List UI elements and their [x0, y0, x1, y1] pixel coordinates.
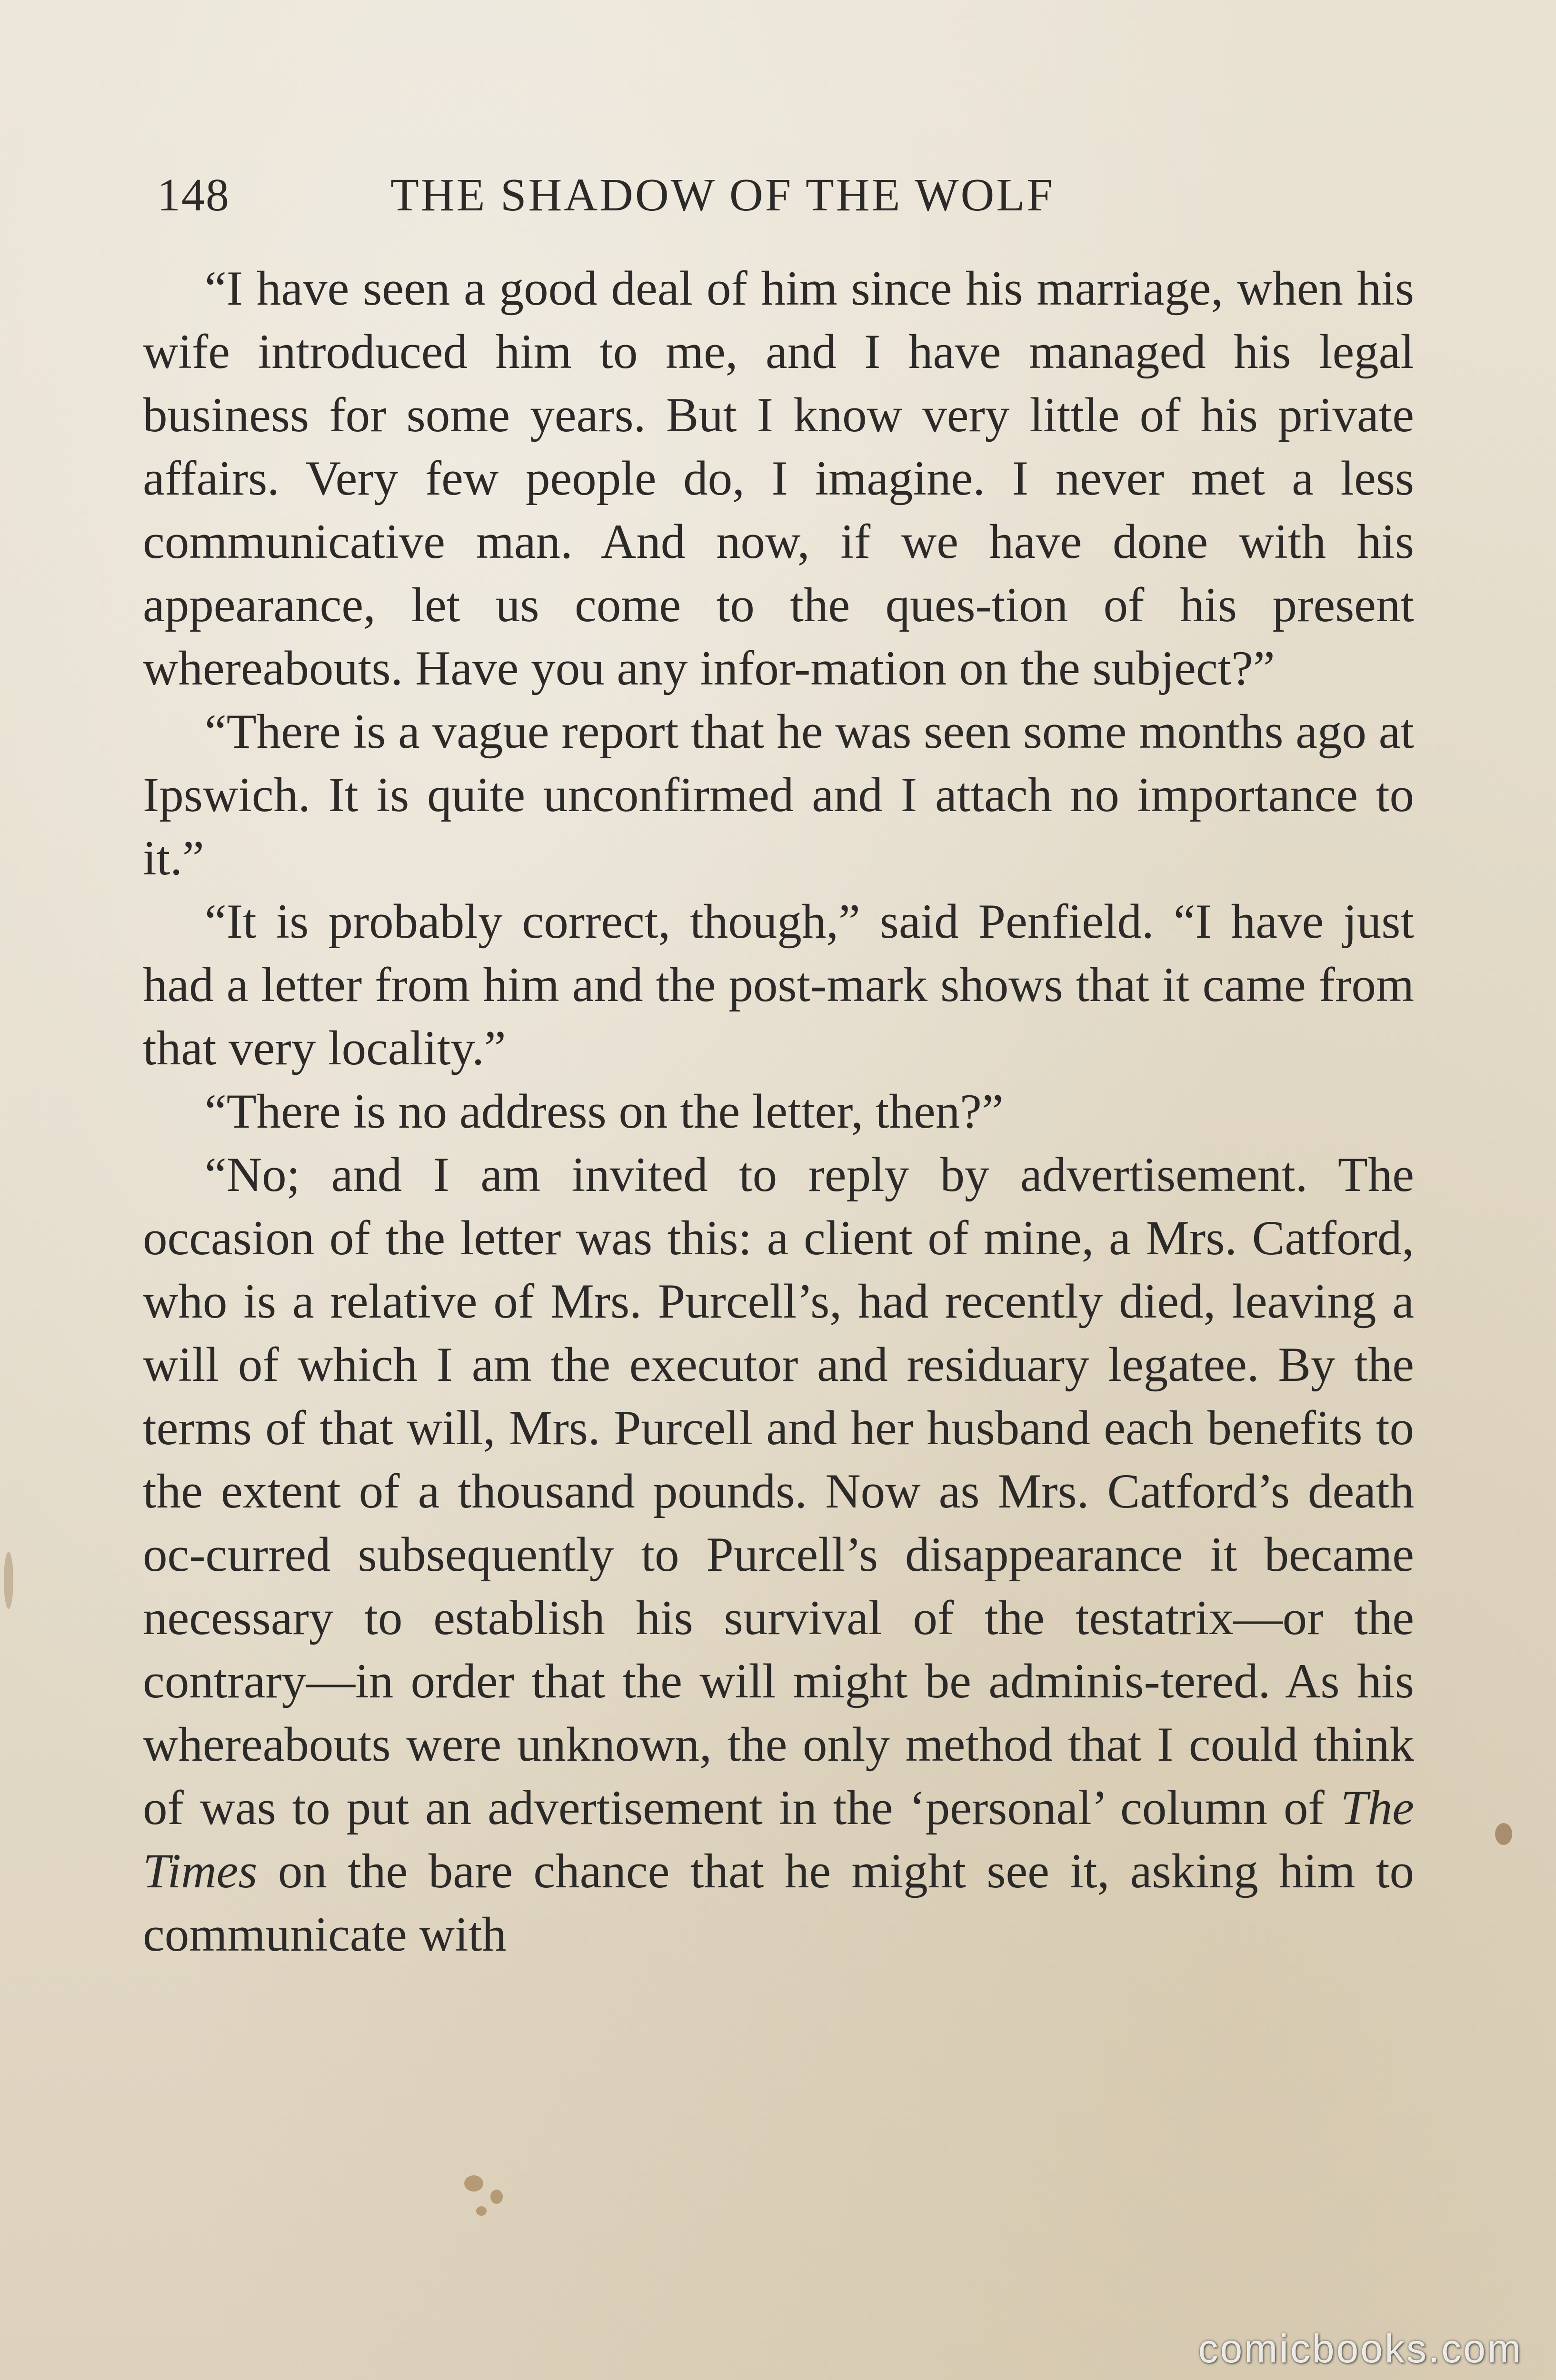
- paragraph-4: “There is no address on the letter, then?”: [205, 1084, 1004, 1139]
- paragraph-5: [143, 1143, 1414, 1966]
- paragraph-1: “I have seen a good deal of him since his marriage, when his wife introduced him to me, and I have managed his legal business for some years. But I know very little of his private affairs. Very few people do, I imagine. I never met a less communicative man. And now, if we have done with his appearance, let us come to the ques-tion of his present whereabouts. Have you any infor-mation on the subject?”: [143, 261, 1414, 695]
- page-number: 148: [157, 169, 230, 221]
- paper-stain: [4, 1552, 13, 1609]
- paper-stain: [490, 2190, 503, 2204]
- paper-stain: [464, 2175, 483, 2192]
- italic-title: The Times: [143, 1781, 1414, 1898]
- paragraph-5-end: on the bare chance that he might see it, asking him to communicate with: [143, 1844, 1414, 1962]
- running-title: THE SHADOW OF THE WOLF: [390, 169, 1055, 221]
- watermark: comicbooks.com: [1198, 2326, 1523, 2371]
- body-text: [143, 257, 1414, 1966]
- paper-stain: [476, 2206, 487, 2216]
- paragraph-3: “It is probably correct, though,” said Penfield. “I have just had a letter from him and the post-mark shows that it came from that very locality.”: [143, 894, 1414, 1075]
- page-header: [157, 162, 1433, 238]
- paragraph-2: “There is a vague report that he was seen some months ago at Ipswich. It is quite unconfirmed and I attach no importance to it.”: [143, 704, 1414, 885]
- paragraph-5-text: “No; and I am invited to reply by advertisement. The occasion of the letter was this: a client of mine, a Mrs. Catford, who is a relative of Mrs. Purcell’s, had recently died, leaving a will of which I am the executor and residuary legatee. By the terms of that will, Mrs. Purcell and her husband each benefits to the extent of a thousand pounds. Now as Mrs. Catford’s death oc-curred subsequently to Purcell’s disappearance it became necessary to establish his survival of the testatrix—or the contrary—in order that the will might be adminis-tered. As his whereabouts were unknown, the only method that I could think of was to put an advertisement in the ‘personal’ column of: [143, 1148, 1414, 1835]
- paper-stain: [1495, 1823, 1512, 1845]
